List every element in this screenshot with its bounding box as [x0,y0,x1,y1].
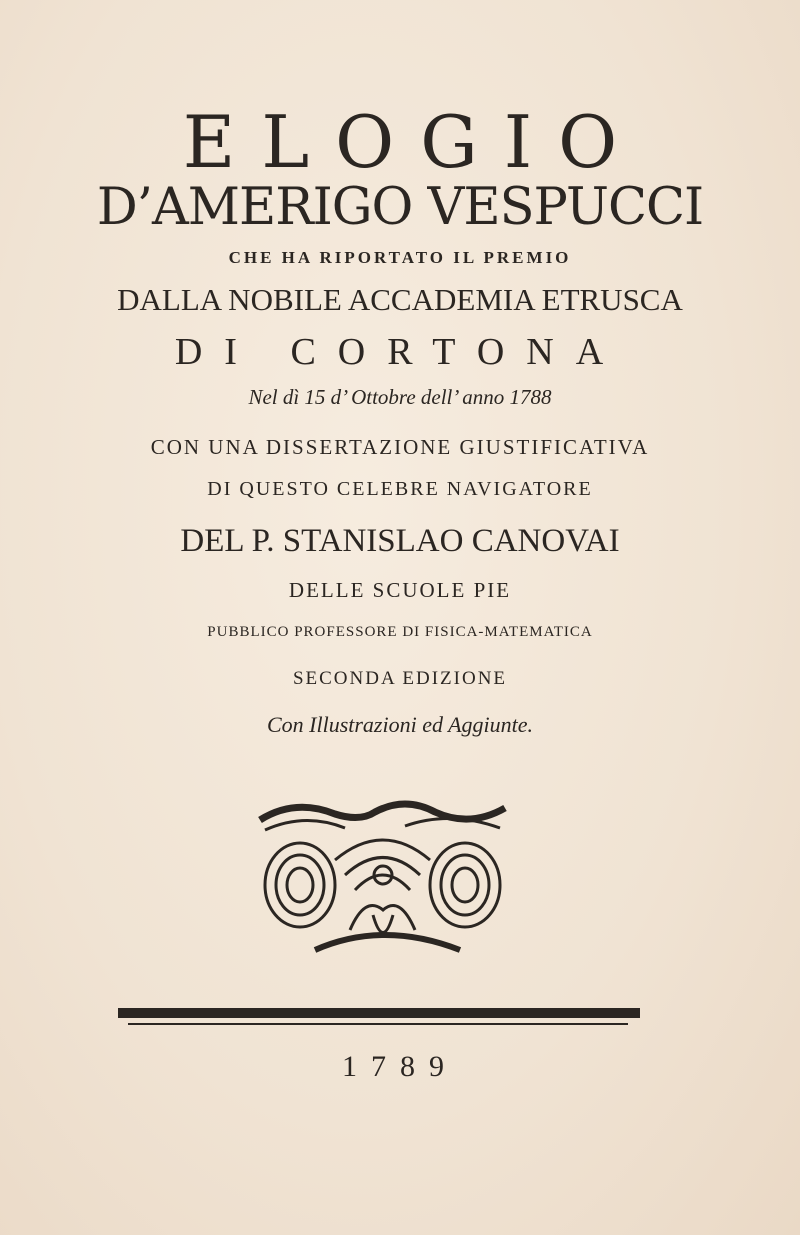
profession-line: PUBBLICO PROFESSORE DI FISICA-MATEMATICA [207,624,593,640]
title: ELOGIO [182,100,644,184]
scroll-ornament-icon [255,800,515,965]
publication-year: 1789 [342,1050,458,1083]
subject-line: D’AMERIGO VESPUCCI [96,178,704,237]
author-line: DEL P. STANISLAO CANOVAI [180,523,620,559]
additions-line: Con Illustrazioni ed Aggiunte. [266,712,534,737]
date-line: Nel dì 15 d’ Ottobre dell’ anno 1788 [248,385,552,409]
school-line: DELLE SCUOLE PIE [288,578,512,602]
academy-line: DALLA NOBILE ACCADEMIA ETRUSCA [117,282,683,317]
edition-line: SECONDA EDIZIONE [292,668,508,689]
award-line: CHE HA RIPORTATO IL PREMIO [228,248,572,267]
navigator-line: DI QUESTO CELEBRE NAVIGATORE [207,478,593,500]
city-line: DI CORTONA [174,331,626,373]
dissertation-line: CON UNA DISSERTAZIONE GIUSTIFICATIVA [150,435,650,459]
printer-rule-ornament [118,1008,640,1032]
